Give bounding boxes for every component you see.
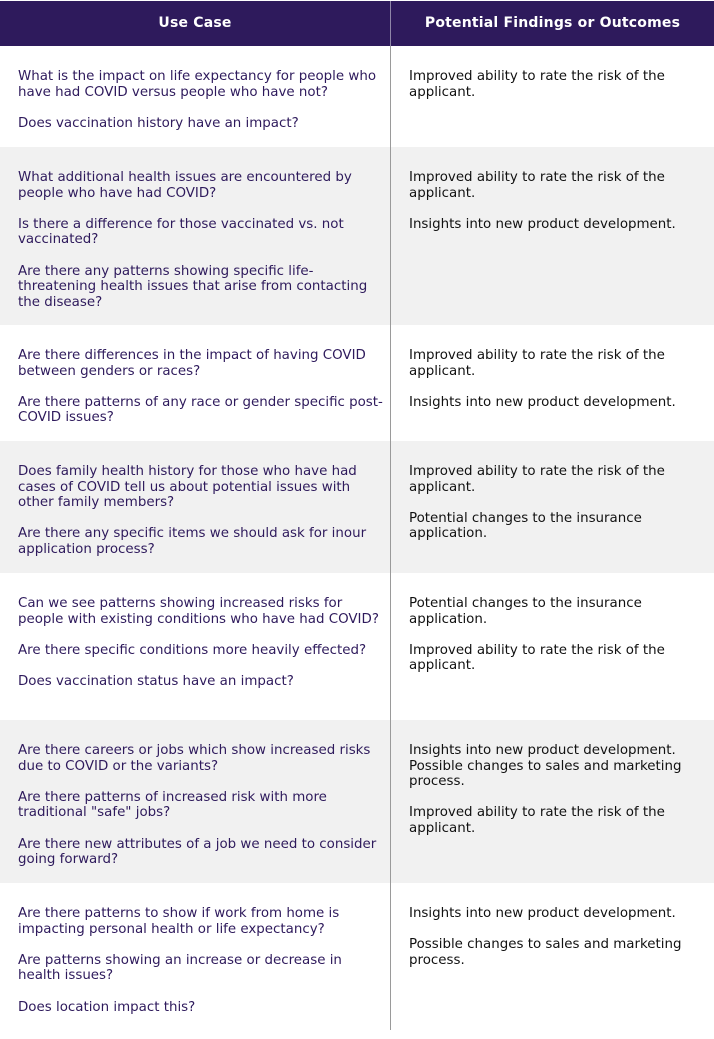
table-header [0, 1, 714, 46]
table-row [0, 46, 714, 147]
outcomes-cell [391, 883, 714, 968]
use-case-question: Are there patterns of any race or gender specific post-COVID issues? [18, 394, 383, 426]
use-case-cell [0, 883, 390, 1015]
use-case-question: Are there careers or jobs which show increased risks due to COVID or the variants? [18, 743, 371, 774]
outcome-text: Insights into new product development. [409, 906, 676, 921]
table-row [0, 441, 714, 573]
outcomes-cell [391, 147, 714, 232]
use-case-question: Is there a difference for those vaccinated vs. not vaccinated? [18, 216, 344, 248]
outcome-text: Insights into new product development. [409, 216, 676, 232]
use-case-cell [0, 46, 390, 131]
outcome-text: Improved ability to rate the risk of the applicant. [409, 464, 665, 495]
header-use-case: Use Case [158, 15, 232, 31]
outcomes-cell [391, 441, 714, 542]
outcome-text: Improved ability to rate the risk of the applicant. [409, 170, 665, 201]
use-case-question: Are there any patterns showing specific life-threatening health issues that arise from contacting the disease? [18, 263, 368, 310]
outcome-text: Insights into new product development. Possible changes to sales and marketing process. [409, 743, 682, 790]
outcomes-cell [391, 720, 714, 837]
use-case-question: Are there patterns of increased risk with more traditional "safe" jobs? [18, 789, 327, 821]
use-case-question: What additional health issues are encountered by people who have had COVID? [18, 170, 352, 201]
outcome-text: Insights into new product development. [409, 394, 676, 410]
column-divider [390, 46, 391, 1030]
use-case-question: Does location impact this? [18, 999, 196, 1015]
use-case-question: Are there patterns to show if work from home is impacting personal health or life expectancy? [18, 906, 340, 937]
outcome-text: Potential changes to the insurance application. [409, 510, 642, 542]
table-row [0, 883, 714, 1030]
use-case-cell [0, 325, 390, 426]
outcome-text: Possible changes to sales and marketing process. [409, 937, 682, 968]
outcome-text: Improved ability to rate the risk of the applicant. [409, 69, 665, 100]
table-row [0, 720, 714, 883]
use-case-question: What is the impact on life expectancy for people who have had COVID versus people who have not? [18, 69, 377, 100]
use-case-cell [0, 441, 390, 558]
outcome-text: Improved ability to rate the risk of the applicant. [409, 642, 665, 674]
use-case-question: Does vaccination history have an impact? [18, 115, 299, 131]
outcomes-cell [391, 46, 714, 100]
use-case-question: Does family health history for those who have had cases of COVID tell us about potential issues with other family members? [18, 464, 357, 511]
header-outcomes: Potential Findings or Outcomes [424, 15, 681, 31]
outcome-text: Improved ability to rate the risk of the applicant. [409, 348, 665, 379]
table-row [0, 147, 714, 325]
use-case-question: Are there new attributes of a job we need to consider going forward? [18, 836, 377, 868]
table-row [0, 573, 714, 720]
use-case-cell [0, 720, 390, 868]
use-case-cell [0, 573, 390, 690]
outcomes-cell [391, 573, 714, 674]
use-case-cell [0, 147, 390, 310]
use-case-question: Are there any specific items we should ask for inour application process? [18, 526, 367, 557]
outcome-text: Improved ability to rate the risk of the applicant. [409, 805, 665, 836]
outcomes-cell [391, 325, 714, 410]
use-case-question: Does vaccination status have an impact? [18, 673, 294, 689]
outcome-text: Potential changes to the insurance application. [409, 596, 642, 627]
use-case-question: Are there differences in the impact of having COVID between genders or races? [18, 348, 366, 379]
use-case-question: Are there specific conditions more heavily effected? [18, 642, 367, 658]
use-case-question: Can we see patterns showing increased risks for people with existing conditions who have had COVID? [18, 596, 379, 627]
use-case-question: Are patterns showing an increase or decrease in health issues? [18, 952, 342, 984]
table-row [0, 325, 714, 441]
